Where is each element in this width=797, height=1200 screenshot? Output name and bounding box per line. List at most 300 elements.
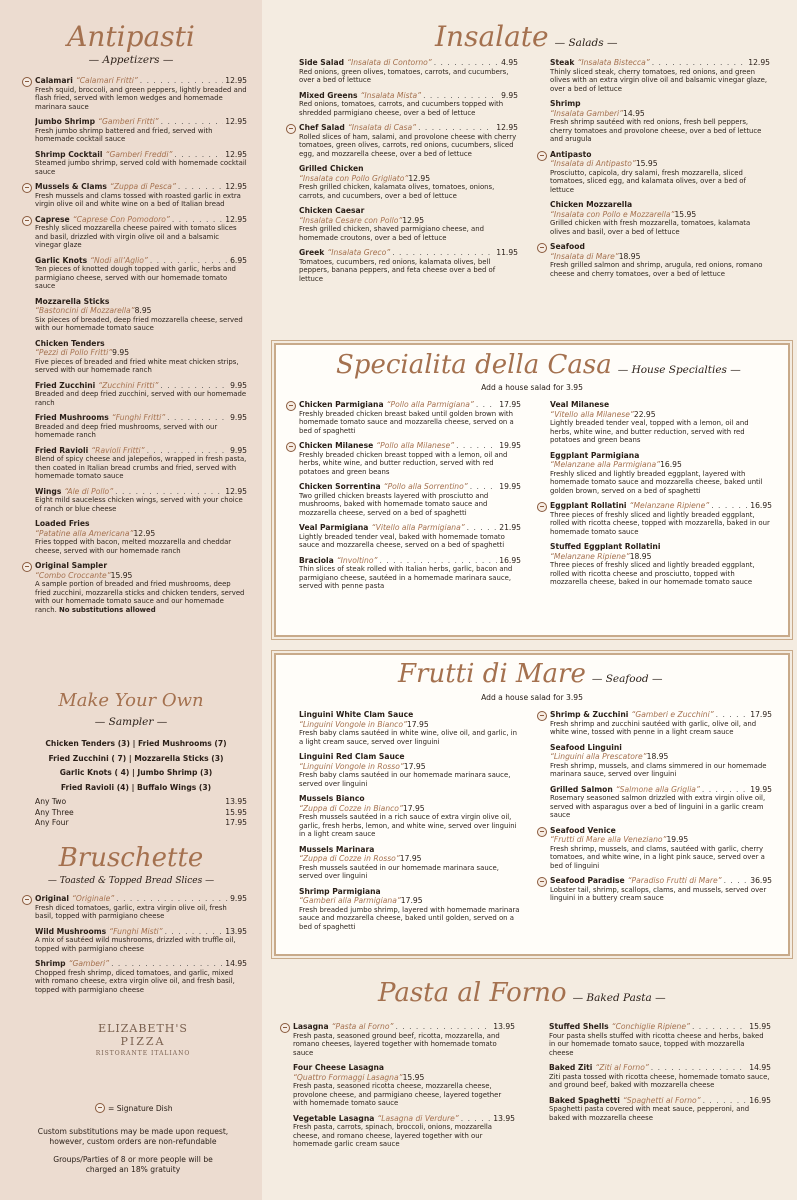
menu-item-subheader — [35, 571, 247, 581]
menu-item — [299, 523, 521, 550]
menu-item-subheader — [550, 752, 772, 762]
signature-dish-icon — [22, 183, 32, 193]
menu-item-description — [299, 451, 521, 477]
menu-item-price: 16.95 — [660, 460, 682, 469]
menu-item-description — [293, 1032, 515, 1058]
dot-leader — [418, 123, 494, 133]
menu-item-price: 15.95 — [749, 1022, 771, 1031]
menu-item-price: 12.95 — [402, 215, 425, 225]
menu-item-description-text: Fresh mussels and clams tossed with roasted garlic in extra virgin olive oil and white wine on a bed of Italian bread — [35, 191, 241, 208]
menu-item-description — [299, 225, 518, 242]
menu-item-description-text: Steamed jumbo shrimp, served cold with homemade cocktail sauce — [35, 159, 247, 176]
menu-item — [299, 441, 521, 476]
menu-item-subheader — [550, 835, 772, 845]
menu-item-description-text: Red onions, tomatoes, carrots, and cucumbers topped with shredded parmigiano cheese, over a bed of lettuce — [299, 100, 504, 117]
menu-item-description-text: Breaded and deep fried zucchini, served with our homemade ranch — [35, 390, 247, 407]
menu-item — [293, 1063, 515, 1108]
menu-item-name: Original Sampler — [35, 561, 108, 570]
antipasti-list — [35, 76, 247, 620]
menu-item-italian-name: “Combo Croccante” — [35, 570, 111, 580]
menu-item-description-text: Fresh shrimp, mussels, and clams simmered in our homemade marinara sauce, served over linguini — [550, 761, 767, 778]
menu-item-price: 17.95 — [406, 719, 429, 729]
menu-item-italian-name: “Insalata Bistecca” — [577, 58, 650, 67]
menu-item-description — [299, 906, 521, 932]
menu-item-description — [299, 410, 521, 436]
menu-item-price: 12.95 — [748, 58, 770, 67]
specialita-left-list — [299, 400, 521, 597]
menu-item-description — [35, 265, 247, 291]
menu-item — [550, 542, 772, 587]
signature-dish-icon — [22, 77, 32, 87]
menu-item-description-text: Fresh pasta, seasoned ground beef, ricotta, mozzarella, and romano cheeses, layered together with homemade tomato sauce — [293, 1031, 500, 1057]
dot-leader — [423, 91, 499, 101]
menu-item — [550, 743, 772, 779]
menu-item-description — [550, 169, 770, 195]
menu-item-name: Linguini White Clam Sauce — [299, 710, 414, 719]
dot-leader — [651, 1063, 747, 1073]
menu-item-italian-name: “Vitello alla Milanese” — [550, 409, 634, 419]
menu-item-description — [35, 455, 247, 481]
menu-item-italian-name: “Quattro Formaggi Lasagna” — [293, 1072, 403, 1082]
menu-item-subheader — [299, 854, 521, 864]
menu-item-description-text: Spaghetti pasta covered with meat sauce, pepperoni, and baked with mozzarella cheese — [549, 1105, 750, 1122]
dot-leader — [652, 58, 747, 68]
frutti-subtitle-text: Seafood — [605, 673, 649, 685]
menu-item-price: 9.95 — [230, 380, 247, 390]
menu-item-price: 13.95 — [493, 1113, 515, 1123]
menu-item-name: Mussels & Clams — [35, 182, 107, 191]
menu-item-description-text: Ten pieces of knotted dough topped with garlic, herbs and parmigiano cheese, served with our homemade tomato sauce — [35, 265, 236, 290]
menu-item-header — [550, 400, 772, 410]
menu-item — [35, 182, 247, 209]
logo-line2: PIZZA — [120, 1035, 166, 1048]
menu-item-description — [35, 224, 247, 250]
menu-item-name: Wild Mushrooms — [35, 926, 107, 936]
menu-item-name: Vegetable Lasagna — [293, 1113, 375, 1123]
menu-item-header — [299, 164, 518, 174]
menu-item-price: 17.95 — [750, 710, 772, 719]
menu-item-header — [299, 123, 518, 133]
dot-leader — [395, 1022, 491, 1032]
menu-item-description-text: Six pieces of breaded, deep fried mozzarella cheese, served with our homemade tomato sauce — [35, 315, 243, 332]
menu-item-description-text: Freshly sliced and lightly breaded eggplant, layered with homemade tomato sauce and mozzarella cheese, baked until golden brown, served on a bed of spaghetti — [550, 469, 763, 495]
menu-item-price: 14.95 — [623, 108, 645, 118]
menu-item-italian-name: “Gamberi Freddi” — [105, 149, 173, 159]
sampler-price-row — [35, 818, 247, 829]
menu-item-description-text: Ziti pasta tossed with ricotta cheese, homemade tomato sauce, and ground beef, baked with mozzarella cheese — [549, 1072, 770, 1089]
menu-item — [299, 556, 521, 591]
dot-leader — [456, 441, 497, 451]
menu-item-italian-name: “Pollo alla Milanese” — [376, 441, 455, 450]
menu-item-name: Baked Spaghetti — [549, 1095, 620, 1105]
menu-item-italian-name: “Gamberi” — [68, 959, 110, 968]
menu-item-name: Shrimp — [35, 959, 66, 968]
menu-item-description-text: Fresh pasta, seasoned ricotta cheese, mozzarella cheese, provolone cheese, and parmigiano cheese, layered together with homemade tomato sauce — [293, 1082, 502, 1107]
menu-item-description — [293, 1082, 515, 1108]
menu-item-price: 17.95 — [403, 761, 426, 771]
menu-item-subheader — [550, 552, 772, 562]
menu-item-italian-name: “Nodi all’Aglio” — [90, 255, 148, 265]
menu-item-italian-name: “Frutti di Mare alla Veneziano” — [550, 835, 667, 844]
menu-item-price: 14.95 — [749, 1063, 771, 1072]
signature-dish-icon — [22, 895, 32, 905]
menu-item-italian-name: “Pasta al Forno” — [331, 1022, 394, 1031]
menu-item-italian-name: “Gamberi alla Parmigiana” — [299, 896, 401, 905]
menu-item-header — [550, 451, 772, 461]
menu-item-italian-name: “Ziti al Forno” — [595, 1063, 649, 1072]
menu-item-header — [35, 76, 247, 86]
menu-item-name: Chicken Caesar — [299, 206, 365, 215]
menu-item-header — [299, 845, 521, 855]
menu-item-name: Wings — [35, 486, 62, 496]
menu-item-italian-name: “Pollo alla Sorrentino” — [383, 482, 468, 491]
dot-leader — [711, 501, 748, 511]
dot-leader — [716, 710, 749, 720]
menu-item-header — [293, 1063, 515, 1073]
menu-item-italian-name: “Gamberi Fritti” — [98, 117, 159, 126]
logo-tagline: RISTORANTE ITALIANO — [95, 1050, 191, 1057]
menu-item-header — [550, 542, 772, 552]
menu-item-italian-name: “Patatine alla Americana” — [35, 528, 134, 538]
menu-item-italian-name: “Lasagna di Verdure” — [377, 1113, 459, 1123]
menu-item-price: 12.95 — [225, 182, 247, 191]
menu-item-description — [299, 100, 518, 117]
menu-item-header — [35, 150, 247, 160]
specialita-subtitle: — House Specialties — — [617, 364, 741, 376]
menu-item-header — [299, 794, 521, 804]
menu-item-description — [549, 1032, 771, 1058]
menu-item-subheader — [299, 720, 521, 730]
menu-item-description — [35, 423, 247, 440]
menu-item-italian-name: “Caprese Con Pomodoro” — [72, 214, 170, 224]
menu-item — [299, 752, 521, 788]
menu-item-description-text: Four pasta shells stuffed with ricotta cheese and herbs, baked in our homemade tomato sauce, topped with mozzarella cheese — [549, 1031, 764, 1057]
menu-item-description — [299, 864, 521, 881]
menu-item-italian-name: “Insalata di Contorno” — [347, 58, 432, 67]
signature-dish-icon — [537, 243, 547, 253]
menu-item-description — [550, 261, 770, 278]
menu-item-price: 19.95 — [666, 835, 689, 844]
bruschette-subtitle: — Toasted & Topped Bread Slices — — [47, 876, 215, 886]
menu-item-name: Chicken Tenders — [35, 338, 105, 348]
menu-item-description — [35, 316, 247, 333]
sampler-price-row — [35, 797, 247, 808]
menu-item-description — [550, 419, 772, 445]
frutti-right-list — [550, 710, 772, 909]
menu-item — [550, 200, 770, 236]
dot-leader — [160, 381, 228, 391]
menu-item-description — [550, 762, 772, 779]
menu-item-description-text: Fresh mussels sautéed in our homemade marinara sauce, served over linguini — [299, 863, 499, 880]
menu-item — [35, 519, 247, 555]
menu-item-name: Shrimp — [550, 99, 581, 108]
menu-item-header — [35, 446, 247, 456]
menu-item-description — [299, 183, 518, 200]
menu-item-name: Four Cheese Lasagna — [293, 1063, 385, 1072]
menu-item-price: 15.95 — [110, 570, 133, 580]
menu-item — [35, 487, 247, 514]
sampler-row: Chicken Tenders (3) | Fried Mushrooms (7) — [45, 739, 227, 748]
menu-item-subheader — [35, 348, 247, 358]
menu-item-subheader — [550, 410, 772, 420]
menu-item-name: Calamari — [35, 76, 73, 85]
sampler-options — [20, 737, 252, 795]
menu-item-price: 18.95 — [646, 752, 669, 761]
menu-item-description-text: Fresh baby clams sautéed in white wine, olive oil, and garlic, in a light cream sauce, served over linguini — [299, 729, 518, 746]
menu-item-name: Shrimp & Zucchini — [550, 710, 629, 719]
legend — [95, 1103, 173, 1113]
menu-item-italian-name: “Insalata Greco” — [327, 248, 391, 257]
menu-item-header — [550, 150, 770, 160]
menu-item-italian-name: “Paradiso Frutti di Mare” — [627, 876, 722, 885]
menu-item-header — [550, 200, 770, 210]
menu-item — [550, 501, 772, 536]
signature-dish-icon — [286, 442, 296, 452]
menu-item-description — [293, 1123, 515, 1149]
menu-item-name: Baked Ziti — [549, 1063, 593, 1072]
menu-item-name: Grilled Chicken — [299, 164, 364, 173]
menu-item-name: Chef Salad — [299, 123, 345, 132]
menu-item-name: Steak — [550, 58, 575, 67]
menu-item-description — [299, 68, 518, 85]
menu-item-name: Eggplant Parmigiana — [550, 450, 640, 460]
antipasti-title: Antipasti — [67, 20, 195, 53]
dot-leader — [68, 797, 223, 808]
dot-leader — [702, 785, 748, 795]
menu-item — [299, 710, 521, 746]
menu-item-description — [550, 219, 770, 236]
pasta-title: Pasta al Forno — [378, 978, 567, 1008]
dot-leader — [461, 1114, 492, 1124]
menu-item-subheader — [293, 1073, 515, 1083]
insalate-left-list — [299, 58, 518, 289]
menu-item — [35, 413, 247, 440]
specialita-note: Add a house salad for 3.95 — [481, 383, 583, 392]
menu-item-subheader — [299, 896, 521, 906]
menu-item-italian-name: “Insalata con Pollo e Mozzarella” — [550, 209, 675, 219]
menu-item-name: Chicken Parmigiana — [299, 400, 384, 409]
menu-item-description-text: Fresh baby clams sautéed in our homemade marinara sauce, served over linguini — [299, 771, 511, 788]
menu-item-italian-name: “Insalata di Mare” — [550, 251, 619, 261]
menu-item-price: 11.95 — [496, 248, 518, 257]
menu-item-subheader — [299, 762, 521, 772]
signature-dish-icon — [537, 151, 547, 161]
menu-item-header — [35, 339, 247, 349]
menu-item-italian-name: “Bastoncini di Mozzarella” — [35, 306, 135, 315]
menu-item-description-text: Fresh squid, broccoli, and green peppers, lightly breaded and flash fried, served with lemon wedges and homemade marinara sauce — [35, 85, 247, 111]
menu-item — [299, 206, 518, 242]
menu-item-description — [549, 1105, 771, 1122]
menu-item-subheader — [299, 804, 521, 814]
bruschette-title: Bruschette — [58, 843, 204, 873]
signature-dish-icon — [95, 1103, 105, 1113]
menu-item-name: Loaded Fries — [35, 519, 90, 528]
menu-item-price: 13.95 — [493, 1022, 515, 1031]
menu-item-description — [549, 1073, 771, 1090]
menu-item-description — [35, 86, 247, 112]
menu-item-price: 15.95 — [674, 209, 697, 219]
specialita-subtitle-text: House Specialties — [631, 364, 727, 376]
menu-item-description-text: Fresh shrimp sautéed with red onions, fresh bell peppers, cherry tomatoes and provolone cheese, over a bed of lettuce and arugula — [550, 118, 762, 143]
menu-item-description-text: Eight mild sauceless chicken wings, served with your choice of ranch or blue cheese — [35, 496, 243, 513]
menu-item-price: 9.95 — [230, 894, 247, 903]
menu-item-header — [293, 1114, 515, 1124]
menu-item-subheader — [299, 174, 518, 184]
menu-item — [550, 710, 772, 737]
sampler-subtitle-text: Sampler — [108, 716, 154, 728]
menu-item-price: 16.95 — [750, 501, 772, 510]
pasta-subtitle-text: Baked Pasta — [586, 992, 652, 1004]
insalate-header — [435, 20, 618, 53]
dot-leader — [147, 446, 228, 456]
logo-line1: ELIZABETH'S — [98, 1022, 188, 1035]
dot-leader — [434, 58, 499, 68]
menu-item — [299, 248, 518, 283]
sampler-price-row — [35, 808, 247, 819]
menu-item-description-text: Prosciutto, capicola, dry salami, fresh mozzarella, sliced tomatoes, sliced egg, and kalamata olives, over a bed of lettuce — [550, 168, 746, 194]
menu-item-name: Original — [35, 894, 69, 903]
menu-item — [35, 256, 247, 291]
menu-item-description — [35, 127, 247, 144]
menu-item-note: No substitutions allowed — [58, 605, 156, 614]
menu-item-description-text: A sample portion of breaded and fried mushrooms, deep fried zucchini, mozzarella sticks and chicken tenders, served with our homemade tomato sauce and our homemade ranch. — [35, 580, 245, 614]
menu-item-name: Mussels Marinara — [299, 844, 375, 854]
menu-item-italian-name: “Insalata di Casa” — [347, 123, 417, 132]
menu-item — [35, 76, 247, 111]
menu-item-description — [35, 538, 247, 555]
menu-item-header — [550, 58, 770, 68]
menu-item-description — [299, 771, 521, 788]
signature-dish-icon — [537, 827, 547, 837]
menu-item-description — [550, 470, 772, 496]
menu-item-subheader — [550, 210, 770, 220]
frutti-header — [398, 659, 662, 689]
menu-item-italian-name: “Salmone alla Griglia” — [615, 784, 700, 794]
menu-item-description-text: Thin slices of steak rolled with Italian herbs, garlic, bacon and parmigiano cheese, sautéed in a homemade marinara sauce, served with penne pasta — [299, 565, 513, 590]
sampler-subtitle: — Sampler — — [94, 716, 168, 728]
dot-leader — [178, 182, 223, 192]
frutti-title: Frutti di Mare — [398, 659, 586, 689]
menu-item-header — [293, 1022, 515, 1032]
menu-item-name: Caprese — [35, 214, 70, 224]
menu-item-italian-name: “Funghi Misti” — [109, 926, 163, 936]
menu-item-description — [550, 886, 772, 903]
dot-leader — [165, 927, 224, 937]
menu-item-italian-name: “Involtino” — [336, 555, 378, 565]
menu-item-price: 17.95 — [399, 854, 422, 863]
menu-item-header — [299, 887, 521, 897]
menu-item-name: Fried Zucchini — [35, 380, 96, 390]
menu-item-subheader — [550, 159, 770, 169]
menu-item-header — [299, 58, 518, 68]
menu-item-name: Greek — [299, 248, 325, 257]
menu-item-price: 9.95 — [230, 445, 247, 455]
menu-item-name: Linguini Red Clam Sauce — [299, 752, 405, 761]
menu-item-name: Shrimp Cocktail — [35, 149, 103, 159]
menu-item-header — [550, 743, 772, 753]
menu-item-price: 15.95 — [635, 159, 658, 168]
menu-item-description — [35, 580, 247, 614]
sampler-title: Make Your Own — [58, 690, 204, 711]
signature-dish-icon — [22, 216, 32, 226]
menu-item-description — [35, 358, 247, 375]
menu-item-price: 19.95 — [750, 784, 772, 794]
menu-item-name: Garlic Knots — [35, 255, 88, 265]
menu-item-italian-name: “Zucchini Fritti” — [98, 380, 159, 390]
menu-item — [550, 400, 772, 445]
menu-item-name: Mixed Greens — [299, 90, 358, 100]
menu-item-description-text: Fresh grilled chicken, shaved parmigiano cheese, and homemade croutons, over a bed of lettuce — [299, 225, 484, 242]
sampler-row: Garlic Knots ( 4) | Jumbo Shrimp (3) — [59, 768, 213, 777]
menu-item-description-text: Chopped fresh shrimp, diced tomatoes, and garlic, mixed with romano cheese, extra virgin olive oil, and fresh basil, topped with parmigiano cheese — [35, 968, 235, 994]
menu-item-header — [299, 441, 521, 451]
menu-item-name: Grilled Salmon — [550, 784, 613, 794]
menu-item-description-text: Red onions, green olives, tomatoes, carrots, and cucumbers, over a bed of lettuce — [299, 67, 509, 84]
menu-item — [293, 1022, 515, 1057]
menu-item-description-text: Freshly breaded chicken breast baked until golden brown with homemade tomato sauce and mozzarella cheese, served on a bed of spaghetti — [299, 409, 514, 435]
menu-item-description-text: Three pieces of freshly sliced and lightly breaded eggplant, rolled with ricotta cheese and prosciutto, topped with mozzarella cheese, baked in our homemade tomato sauce — [550, 561, 755, 586]
menu-item-description-text: Fresh breaded jumbo shrimp, layered with homemade marinara sauce and mozzarella cheese, baked until golden, served on a bed of spaghetti — [299, 905, 520, 931]
menu-item-price: 15.95 — [402, 1072, 425, 1082]
menu-item-description — [299, 258, 518, 284]
menu-item-description — [299, 492, 521, 518]
menu-item-description-text: Lightly breaded tender veal, baked with homemade tomato sauce and mozzarella cheese, served on a bed of spaghetti — [299, 532, 505, 549]
menu-item-price: 12.95 — [133, 528, 156, 538]
dot-leader — [692, 1022, 747, 1032]
menu-item-italian-name: “Insalata Gamberi” — [550, 108, 623, 118]
menu-item-price: 4.95 — [501, 58, 518, 67]
dot-leader — [724, 876, 749, 886]
menu-item-header — [35, 256, 247, 266]
frutti-subtitle: — Seafood — — [591, 673, 663, 685]
menu-item-description-text: Fresh grilled salmon and shrimp, arugula, red onions, romano cheese and cherry tomatoes, over a bed of lettuce — [550, 261, 763, 278]
menu-item-name: Lasagna — [293, 1022, 329, 1031]
menu-item — [550, 451, 772, 496]
dot-leader — [76, 808, 224, 819]
menu-item-description — [299, 565, 521, 591]
menu-item-price: 12.95 — [496, 123, 518, 132]
menu-item — [299, 482, 521, 517]
menu-item-italian-name: “Linguini alla Prescatore” — [550, 752, 647, 761]
menu-item-description-text: Fresh shrimp, mussels, and clams, sautéed with garlic, cherry tomatoes, and white wine, in a light pink sauce, served over a bed of linguini — [550, 844, 765, 870]
menu-item-description-text: Thinly sliced steak, cherry tomatoes, red onions, and green olives with an extra virgin olive oil and balsamic vinegar glaze, over a bed of lettuce — [550, 67, 768, 93]
menu-item-subheader — [550, 109, 770, 119]
menu-item-italian-name: “Zuppa di Cozze in Rosso” — [299, 854, 400, 863]
menu-item-header — [299, 752, 521, 762]
menu-item-description-text: Rolled slices of ham, salami, and provolone cheese with cherry tomatoes, green olives, carrots, red onions, cucumbers, sliced egg, and mozzarella cheese, over a bed of lettuce — [299, 132, 517, 158]
menu-item-name: Seafood Linguini — [550, 742, 622, 752]
menu-item-name: Seafood Venice — [550, 825, 616, 835]
menu-item — [35, 381, 247, 408]
menu-item-description — [550, 511, 772, 537]
specialita-title: Specialita della Casa — [336, 350, 612, 380]
bruschette-subtitle-text: Toasted & Topped Bread Slices — [59, 876, 203, 886]
signature-dish-icon — [280, 1023, 290, 1033]
menu-item-header — [299, 91, 518, 101]
menu-item-description — [299, 133, 518, 159]
menu-item — [550, 826, 772, 871]
menu-item-price: 22.95 — [633, 409, 656, 419]
menu-item — [550, 785, 772, 820]
menu-item-italian-name: “Insalata con Pollo Grigliato” — [299, 173, 409, 183]
menu-item-description-text: Fresh shrimp and zucchini sautéed with garlic, olive oil, and white wine, tossed with penne in a light cream sauce — [550, 719, 757, 736]
menu-item-name: Seafood Paradise — [550, 876, 625, 885]
menu-item-price: 17.95 — [402, 803, 425, 813]
menu-item-italian-name: “Vitello alla Parmigiana” — [371, 523, 465, 532]
dot-leader — [71, 818, 224, 829]
menu-item-italian-name: “Conchiglie Ripiene” — [611, 1022, 690, 1031]
menu-item-header — [35, 117, 247, 127]
